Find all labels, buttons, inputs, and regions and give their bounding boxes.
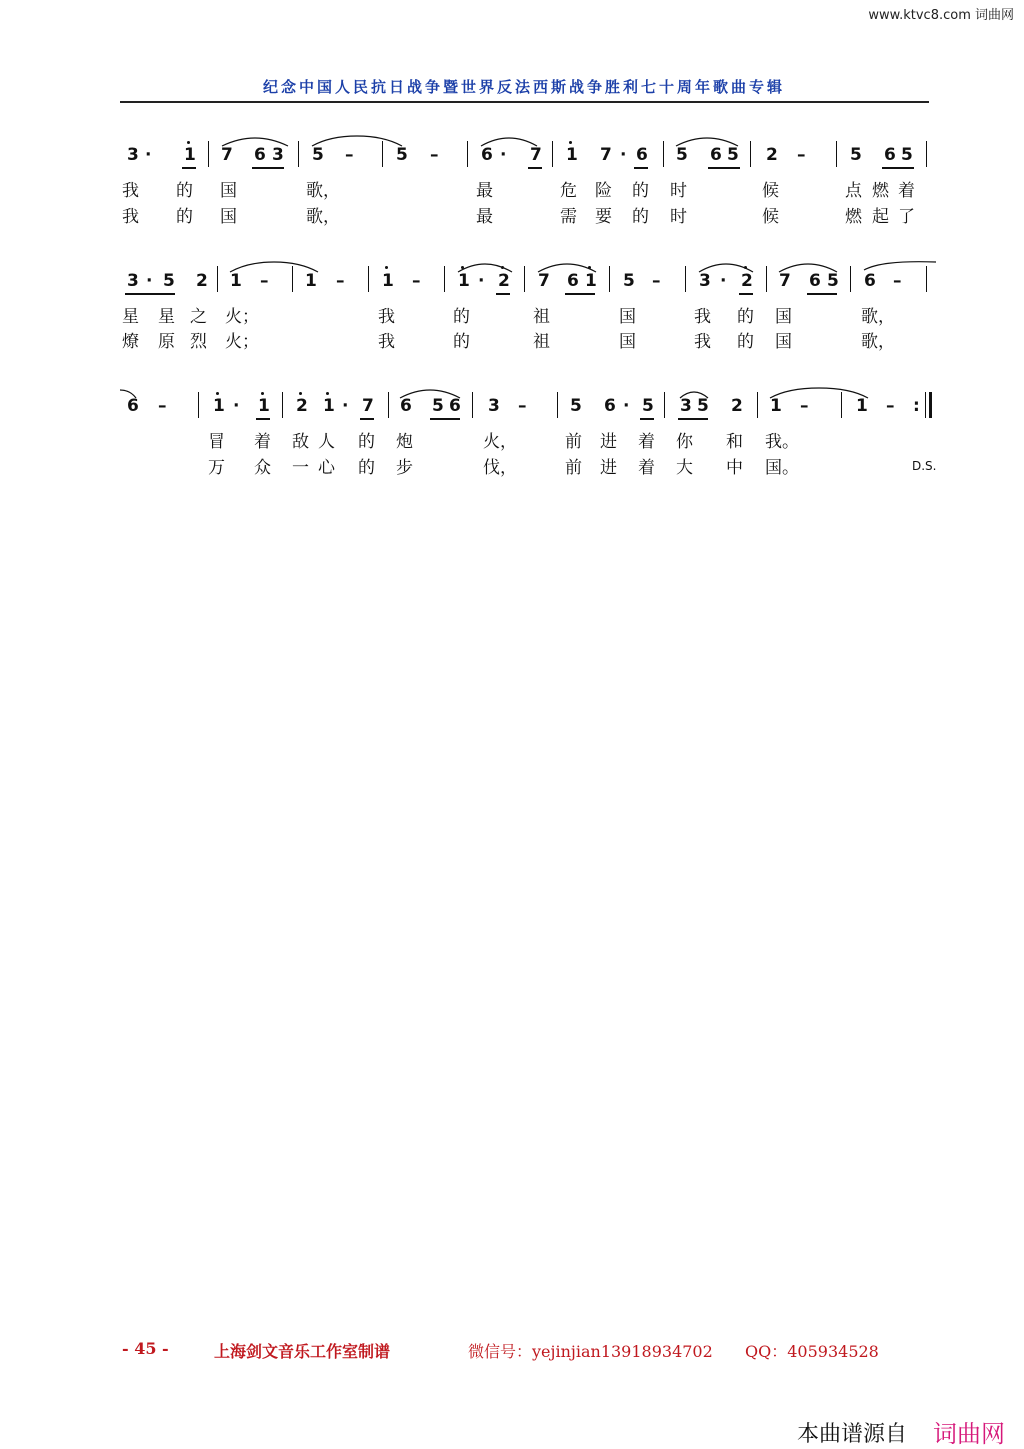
octave-dot: [261, 392, 264, 395]
underline: [882, 167, 914, 169]
note: 1: [230, 271, 242, 291]
underline: [360, 418, 374, 420]
note: 5: [850, 145, 862, 165]
repeat-dots: :: [913, 396, 920, 416]
lyric-char: 的: [453, 307, 470, 327]
lyric-char: 的: [737, 332, 754, 352]
lyric-char: 我: [378, 307, 395, 327]
dash: –: [158, 396, 167, 416]
lyric-char: 国: [220, 181, 237, 201]
note: 5: [432, 396, 444, 416]
barline: [198, 392, 199, 418]
lyric-char: 需: [560, 207, 577, 227]
lyric-char: 点: [845, 181, 862, 201]
slur: [777, 260, 839, 274]
note-dot: ·: [233, 396, 240, 416]
note: 5: [727, 145, 739, 165]
note: 5: [396, 145, 408, 165]
score-line-3-verse-2: [0, 453, 1024, 478]
lyric-char: 的: [176, 207, 193, 227]
octave-dot: [299, 392, 302, 395]
slur: [118, 386, 138, 400]
note: 5: [570, 396, 582, 416]
note: 5: [312, 145, 324, 165]
note: 1: [856, 396, 868, 416]
note: 1: [213, 396, 225, 416]
lyric-char: 燎: [122, 332, 139, 352]
barline: [298, 141, 299, 167]
note: 1: [770, 396, 782, 416]
source-label: 本曲谱源自: [797, 1422, 908, 1447]
note: 3: [680, 396, 692, 416]
lyric-char: 我: [122, 207, 139, 227]
lyric-char: 心: [318, 458, 335, 478]
lyric-char: 歌，: [861, 332, 895, 352]
dash: –: [260, 271, 269, 291]
lyric-char: 祖: [533, 332, 550, 352]
barline: [208, 141, 209, 167]
final-barline: [929, 392, 932, 418]
lyric-char: 着: [898, 181, 915, 201]
slur: [220, 134, 290, 148]
lyric-char: 了: [898, 207, 915, 227]
lyric-char: 国: [619, 332, 636, 352]
note: 6: [604, 396, 616, 416]
barline: [926, 141, 927, 167]
barline: [552, 141, 553, 167]
note: 2: [296, 396, 308, 416]
dash: –: [412, 271, 421, 291]
dash: –: [336, 271, 345, 291]
underline: [252, 167, 284, 169]
dash: –: [886, 396, 895, 416]
score-line-1-verse-2: [0, 202, 1024, 227]
lyric-char: 星: [158, 307, 175, 327]
barline: [217, 266, 218, 292]
note: 7: [221, 145, 233, 165]
note: 6: [864, 271, 876, 291]
slur: [456, 260, 514, 274]
underline: [807, 293, 837, 295]
barline: [757, 392, 758, 418]
lyric-char: 着: [254, 432, 271, 452]
barline: [388, 392, 389, 418]
slur: [862, 258, 938, 272]
lyric-char: 时: [670, 207, 687, 227]
note: 6: [400, 396, 412, 416]
slur: [678, 386, 710, 400]
slur: [674, 134, 740, 148]
dash: –: [345, 145, 354, 165]
lyric-char: 国: [619, 307, 636, 327]
note: 6: [884, 145, 896, 165]
lyric-char: 前: [565, 432, 582, 452]
slur: [398, 386, 462, 400]
score-line-3-verse-1: [0, 427, 1024, 452]
lyric-char: 最: [476, 181, 493, 201]
source-brand-link[interactable]: 词曲网: [933, 1420, 1005, 1448]
site-url[interactable]: www.ktvc8.com 词曲网: [868, 8, 1014, 23]
note-dot: ·: [500, 145, 507, 165]
lyric-char: 我: [378, 332, 395, 352]
lyric-char: 星: [122, 307, 139, 327]
underline: [634, 167, 648, 169]
barline: [444, 266, 445, 292]
studio-credit: 上海剑文音乐工作室制谱: [214, 1342, 391, 1361]
note: 1: [258, 396, 270, 416]
lyric-char: 之: [190, 307, 207, 327]
octave-dot: [385, 266, 388, 269]
lyric-char: 烈: [190, 332, 207, 352]
barline: [467, 141, 468, 167]
lyric-char: 起: [872, 207, 889, 227]
note: 3: [127, 145, 139, 165]
lyric-char: 最: [476, 207, 493, 227]
lyric-char: 险: [595, 181, 612, 201]
note: 2: [196, 271, 208, 291]
score-line-1-notes: [0, 145, 1024, 169]
header-divider: [120, 101, 929, 103]
score-line-2-notes: [0, 271, 1024, 295]
lyric-char: 我: [694, 332, 711, 352]
barline: [750, 141, 751, 167]
lyric-char: 燃: [845, 207, 862, 227]
note-dot: ·: [146, 271, 153, 291]
lyric-char: 候: [762, 207, 779, 227]
lyric-char: 伐，: [483, 458, 517, 478]
octave-dot: [569, 141, 572, 144]
lyric-char: 国: [220, 207, 237, 227]
note: 3: [272, 145, 284, 165]
lyric-char: 冒: [208, 432, 225, 452]
underline: [528, 167, 542, 169]
note: 5: [697, 396, 709, 416]
barline: [685, 266, 686, 292]
octave-dot: [216, 392, 219, 395]
note: 7: [530, 145, 542, 165]
lyric-char: 的: [737, 307, 754, 327]
lyric-char: 时: [670, 181, 687, 201]
note: 7: [538, 271, 550, 291]
note: 7: [779, 271, 791, 291]
note: 1: [458, 271, 470, 291]
note: 6: [567, 271, 579, 291]
lyric-char: 国: [775, 332, 792, 352]
note: 5: [827, 271, 839, 291]
dash: –: [430, 145, 439, 165]
note: 5: [623, 271, 635, 291]
note: 1: [323, 396, 335, 416]
score-line-2-verse-2: [0, 327, 1024, 352]
note: 1: [566, 145, 578, 165]
lyric-char: 着: [638, 458, 655, 478]
lyric-char: 国: [775, 307, 792, 327]
underline: [640, 418, 654, 420]
note: 7: [600, 145, 612, 165]
slur: [768, 386, 870, 400]
lyric-char: 中: [726, 458, 743, 478]
note: 2: [766, 145, 778, 165]
lyric-char: 祖: [533, 307, 550, 327]
note: 5: [163, 271, 175, 291]
lyric-char: 的: [358, 432, 375, 452]
score-line-3-notes: [0, 396, 1024, 420]
slur: [228, 260, 320, 274]
lyric-char: 我: [694, 307, 711, 327]
barline: [282, 392, 283, 418]
note: 1: [585, 271, 597, 291]
note-dot: ·: [623, 396, 630, 416]
score-line-1-verse-1: [0, 176, 1024, 201]
note: 5: [901, 145, 913, 165]
barline: [664, 392, 665, 418]
lyric-char: 火，: [483, 432, 517, 452]
lyric-char: 燃: [872, 181, 889, 201]
underline: [496, 293, 510, 295]
lyric-char: 我。: [765, 432, 799, 452]
barline: [368, 266, 369, 292]
note: 5: [676, 145, 688, 165]
note: 3: [488, 396, 500, 416]
lyric-char: 要: [595, 207, 612, 227]
note: 5: [642, 396, 654, 416]
note-dot: ·: [620, 145, 627, 165]
note: 1: [382, 271, 394, 291]
octave-dot: [187, 141, 190, 144]
lyric-char: 的: [632, 207, 649, 227]
underline: [125, 293, 175, 295]
lyric-char: 歌，: [861, 307, 895, 327]
slur: [479, 134, 539, 148]
note: 6: [449, 396, 461, 416]
dash: –: [893, 271, 902, 291]
lyric-char: 万: [208, 458, 225, 478]
lyric-char: 大: [676, 458, 693, 478]
lyric-char: 火；: [225, 307, 259, 327]
lyric-char: 炮: [396, 432, 413, 452]
note: 6: [481, 145, 493, 165]
underline: [430, 418, 460, 420]
note-dot: ·: [478, 271, 485, 291]
note: 3: [699, 271, 711, 291]
underline: [739, 293, 753, 295]
slur: [310, 134, 404, 148]
qq-number: QQ：405934528: [745, 1342, 879, 1361]
barline: [925, 392, 926, 418]
dash: –: [800, 396, 809, 416]
note: 7: [362, 396, 374, 416]
lyric-char: 和: [726, 432, 743, 452]
lyric-char: 进: [600, 432, 617, 452]
underline: [678, 418, 708, 420]
lyric-char: 前: [565, 458, 582, 478]
barline: [850, 266, 851, 292]
note: 2: [741, 271, 753, 291]
album-title: 纪念中国人民抗日战争暨世界反法西斯战争胜利七十周年歌曲专辑: [262, 78, 785, 96]
barline: [663, 141, 664, 167]
score-line-2-verse-1: [0, 302, 1024, 327]
barline: [524, 266, 525, 292]
note-dot: ·: [720, 271, 727, 291]
lyric-char: 的: [358, 458, 375, 478]
underline: [565, 293, 595, 295]
dash: –: [652, 271, 661, 291]
lyric-char: 步: [396, 458, 413, 478]
note: 6: [127, 396, 139, 416]
underline: [708, 167, 740, 169]
lyric-char: 歌，: [306, 207, 340, 227]
note: 3: [127, 271, 139, 291]
underline: [182, 167, 196, 169]
lyric-char: 众: [254, 458, 271, 478]
slur: [536, 260, 598, 274]
lyric-char: 的: [453, 332, 470, 352]
barline: [557, 392, 558, 418]
dash: –: [797, 145, 806, 165]
dal-segno-mark: D.S.: [912, 459, 937, 473]
barline: [609, 266, 610, 292]
lyric-char: 危: [560, 181, 577, 201]
lyric-char: 进: [600, 458, 617, 478]
lyric-char: 候: [762, 181, 779, 201]
barline: [472, 392, 473, 418]
underline: [256, 418, 270, 420]
barline: [766, 266, 767, 292]
note-dot: ·: [342, 396, 349, 416]
wechat-id: 微信号：yejinjian13918934702: [468, 1342, 713, 1361]
lyric-char: 火；: [225, 332, 259, 352]
note: 6: [809, 271, 821, 291]
lyric-char: 着: [638, 432, 655, 452]
note: 6: [254, 145, 266, 165]
lyric-char: 国。: [765, 458, 799, 478]
note: 6: [710, 145, 722, 165]
lyric-char: 的: [632, 181, 649, 201]
note: 1: [184, 145, 196, 165]
dash: –: [518, 396, 527, 416]
lyric-char: 一: [292, 458, 309, 478]
lyric-char: 的: [176, 181, 193, 201]
barline: [836, 141, 837, 167]
lyric-char: 歌，: [306, 181, 340, 201]
note: 2: [498, 271, 510, 291]
octave-dot: [326, 392, 329, 395]
slur: [697, 260, 755, 274]
note-dot: ·: [145, 145, 152, 165]
page-number: - 45 -: [122, 1339, 169, 1358]
lyric-char: 我: [122, 181, 139, 201]
note: 6: [636, 145, 648, 165]
lyric-char: 原: [158, 332, 175, 352]
lyric-char: 你: [676, 432, 693, 452]
lyric-char: 敌: [292, 432, 309, 452]
lyric-char: 人: [318, 432, 335, 452]
note: 2: [731, 396, 743, 416]
note: 1: [305, 271, 317, 291]
